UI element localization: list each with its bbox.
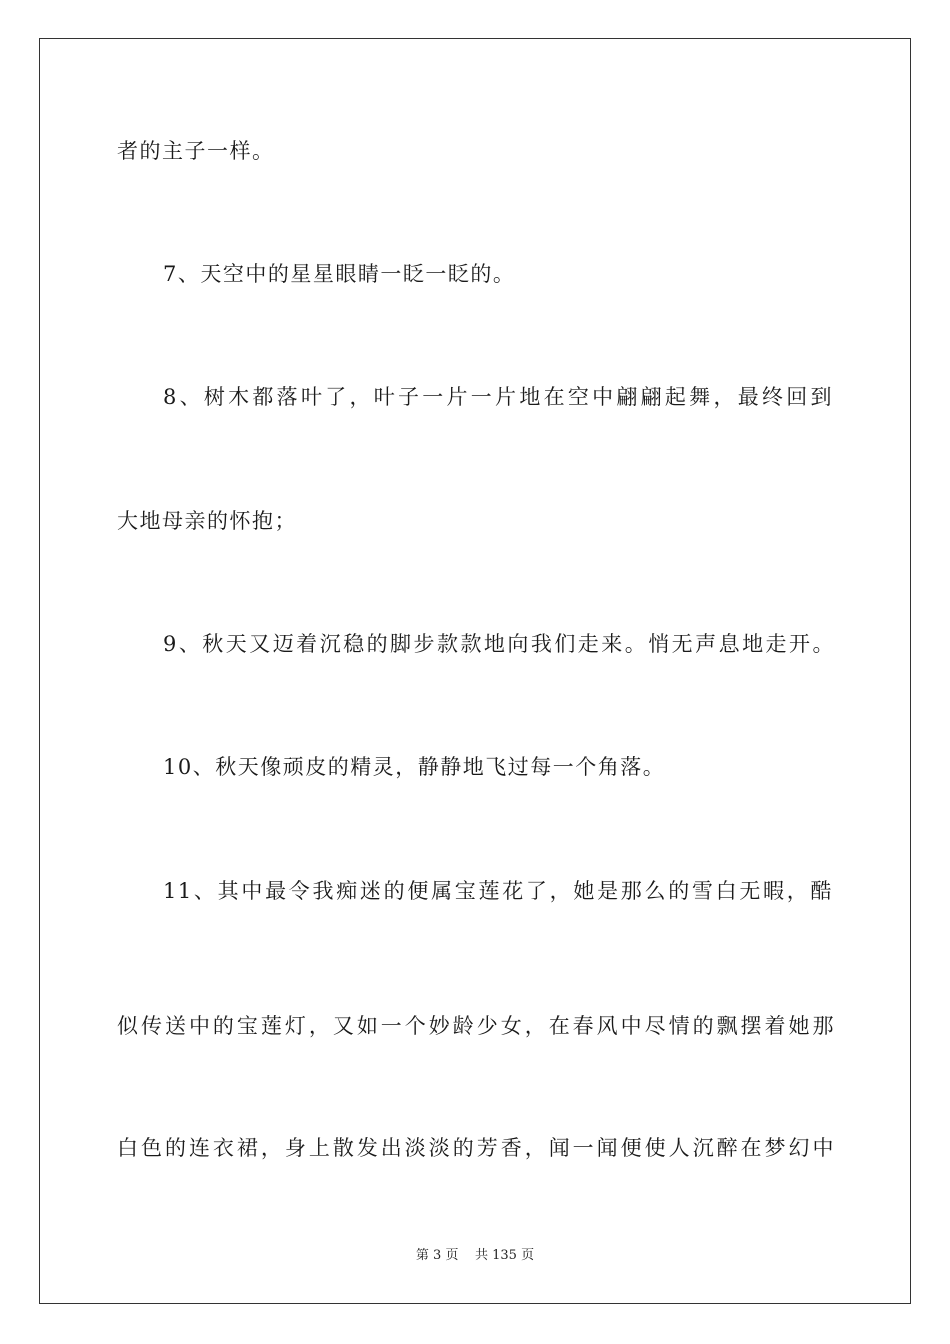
page-border	[39, 38, 911, 1304]
paragraph-line-7: 11、其中最令我痴迷的便属宝莲花了，她是那么的雪白无暇，酷	[163, 879, 833, 903]
paragraph-line-1: 者的主子一样。	[117, 139, 275, 163]
paragraph-line-4: 大地母亲的怀抱；	[117, 509, 297, 533]
paragraph-line-2: 7、天空中的星星眼睛一眨一眨的。	[163, 262, 516, 286]
paragraph-line-6: 10、秋天像顽皮的精灵，静静地飞过每一个角落。	[163, 755, 666, 779]
paragraph-line-5: 9、秋天又迈着沉稳的脚步款款地向我们走来。悄无声息地走开。	[163, 632, 835, 656]
paragraph-line-8: 似传送中的宝莲灯，又如一个妙龄少女，在春风中尽情的飘摆着她那	[117, 1014, 835, 1038]
page-number-footer: 第 3 页 共 135 页	[415, 1248, 535, 1263]
paragraph-line-3: 8、树木都落叶了，叶子一片一片地在空中翩翩起舞，最终回到	[163, 385, 833, 409]
paragraph-line-9: 白色的连衣裙，身上散发出淡淡的芳香，闻一闻便使人沉醉在梦幻中	[117, 1136, 835, 1160]
